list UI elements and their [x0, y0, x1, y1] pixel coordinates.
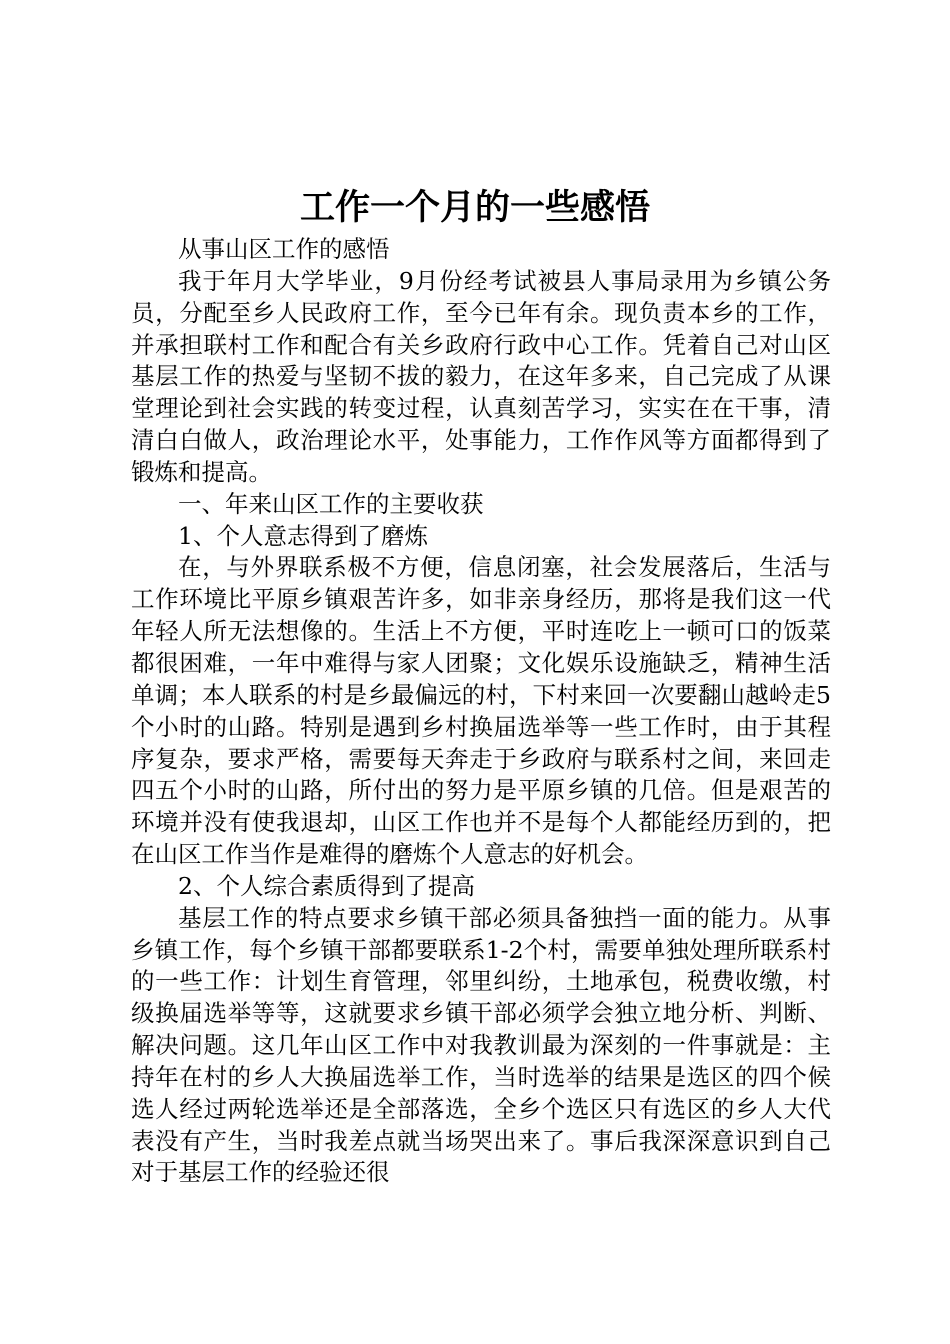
section-heading: 一、年来山区工作的主要收获 — [178, 489, 484, 518]
subsection-heading: 1、个人意志得到了磨炼 — [178, 521, 428, 550]
subtitle-line: 从事山区工作的感悟 — [178, 235, 390, 263]
paragraph: 我于年月大学毕业，9月份经考试被县人事局录用为乡镇公务员，分配至乡人民政府工作，至今已年有余。现负责本乡的工作，并承担联村工作和配合有关乡政府行政中心工作。凭着自己对山区基层工作的热爱与坚韧不拔的毅力，在这年多来，自己完成了从课堂理论到社会实践的转变过程，认真刻苦学习，实实在在干事，清清白白做人，政治理论水平，处事能力，工作作风等方面都得到了锻炼和提高。 — [131, 266, 831, 486]
paragraph: 在，与外界联系极不方便，信息闭塞，社会发展落后，生活与工作环境比平原乡镇艰苦许多，如非亲身经历，那将是我们这一代年轻人所无法想像的。生活上不方便，平时连吃上一顿可口的饭菜都很困难，一年中难得与家人团聚；文化娱乐设施缺乏，精神生活单调；本人联系的村是乡最偏远的村，下村来回一次要翻山越岭走5个小时的山路。特别是遇到乡村换届选举等一些工作时，由于其程序复杂，要求严格，需要每天奔走于乡政府与联系村之间，来回走四五个小时的山路，所付出的努力是平原乡镇的几倍。但是艰苦的环境并没有使我退却，山区工作也并不是每个人都能经历到的，把在山区工作当作是难得的磨炼个人意志的好机会。 — [131, 553, 831, 869]
subsection-heading: 2、个人综合素质得到了提高 — [178, 871, 475, 900]
document-body — [131, 234, 831, 1189]
paragraph: 基层工作的特点要求乡镇干部必须具备独挡一面的能力。从事乡镇工作，每个乡镇干部都要联系1-2个村，需要单独处理所联系村的一些工作：计划生育管理，邻里纠纷，土地承包，税费收缴，村级换届选举等等，这就要求乡镇干部必须学会独立地分析、判断、解决问题。这几年山区工作中对我教训最为深刻的一件事就是：主持年在村的乡人大换届选举工作，当时选举的结果是选区的四个候选人经过两轮选举还是全部落选，全乡个选区只有选区的乡人大代表没有产生，当时我差点就当场哭出来了。事后我深深意识到自己对于基层工作的经验还很 — [131, 903, 831, 1187]
document-title: 工作一个月的一些感悟 — [299, 188, 650, 228]
